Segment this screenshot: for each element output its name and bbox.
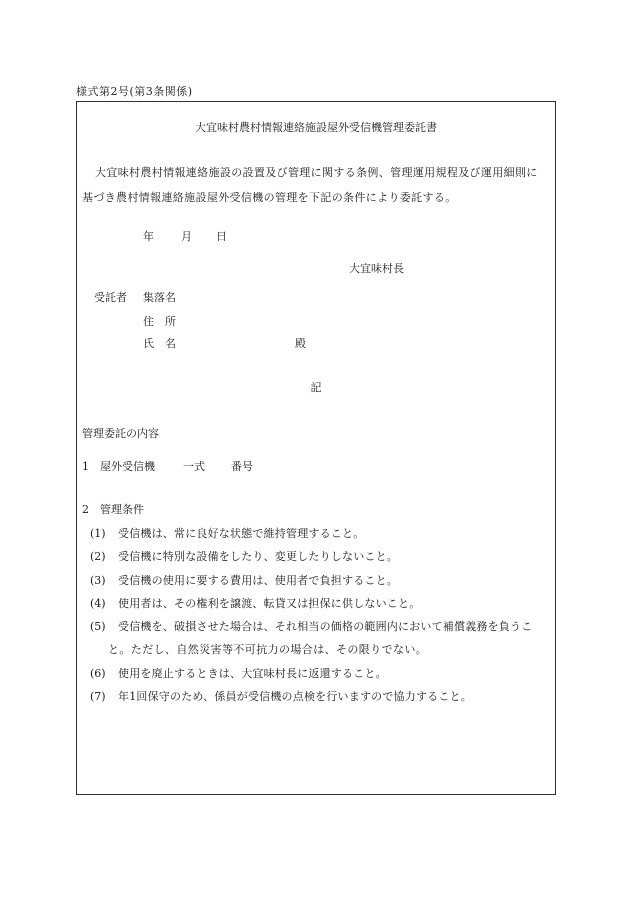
date-month-label: 月	[181, 230, 192, 243]
item-1-serial-label: 番号	[231, 460, 253, 473]
condition-text-continuation: と。ただし、自然災害等不可抗力の場合は、その限りでない。	[108, 643, 428, 656]
intro-line-2: 基づき農村情報連絡施設屋外受信機の管理を下記の条件により委託する。	[82, 191, 457, 204]
village-name-label: 集落名	[143, 291, 176, 304]
date-day-label: 日	[216, 230, 227, 243]
recipient-label: 受託者	[94, 291, 127, 304]
condition-text: 受信機を、破損させた場合は、それ相当の価格の範囲内において補償義務を負うこ	[118, 620, 533, 633]
document-title: 大宜味村農村情報連絡施設屋外受信機管理委託書	[195, 121, 437, 134]
item-1-name: 屋外受信機	[100, 460, 155, 473]
condition-number: (6)	[90, 667, 106, 680]
date-year-label: 年	[143, 230, 154, 243]
honorific: 殿	[295, 337, 306, 350]
name-label: 氏 名	[143, 337, 176, 350]
condition-text: 受信機は、常に良好な状態で維持管理すること。	[118, 527, 365, 540]
ki-heading: 記	[310, 381, 322, 394]
intro-line-1: 大宜味村農村情報連絡施設の設置及び管理に関する条例、管理運用規程及び運用細則に	[95, 166, 538, 179]
document-frame	[76, 101, 556, 795]
condition-text: 使用者は、その権利を譲渡、転貸又は担保に供しないこと。	[118, 597, 421, 610]
condition-number: (5)	[90, 620, 106, 633]
address-label: 住 所	[143, 315, 176, 328]
condition-text: 使用を廃止するときは、大宜味村長に返還すること。	[118, 667, 387, 680]
management-title: 管理委託の内容	[82, 427, 159, 440]
condition-number: (7)	[90, 690, 106, 703]
condition-number: (1)	[90, 527, 106, 540]
condition-text: 年1回保守のため、係員が受信機の点検を行いますので協力すること。	[118, 690, 472, 703]
condition-text: 受信機の使用に要する費用は、使用者で負担すること。	[118, 574, 398, 587]
issuer-name: 大宜味村長	[349, 262, 404, 275]
form-number: 様式第2号(第3条関係)	[76, 85, 193, 98]
item-1-number: 1	[82, 460, 89, 473]
condition-text: 受信機に特別な設備をしたり、変更したりしないこと。	[118, 550, 398, 563]
item-1-quantity: 一式	[183, 460, 205, 473]
condition-number: (3)	[90, 574, 106, 587]
condition-number: (2)	[90, 550, 106, 563]
conditions-title: 2 管理条件	[82, 503, 144, 516]
condition-number: (4)	[90, 597, 106, 610]
